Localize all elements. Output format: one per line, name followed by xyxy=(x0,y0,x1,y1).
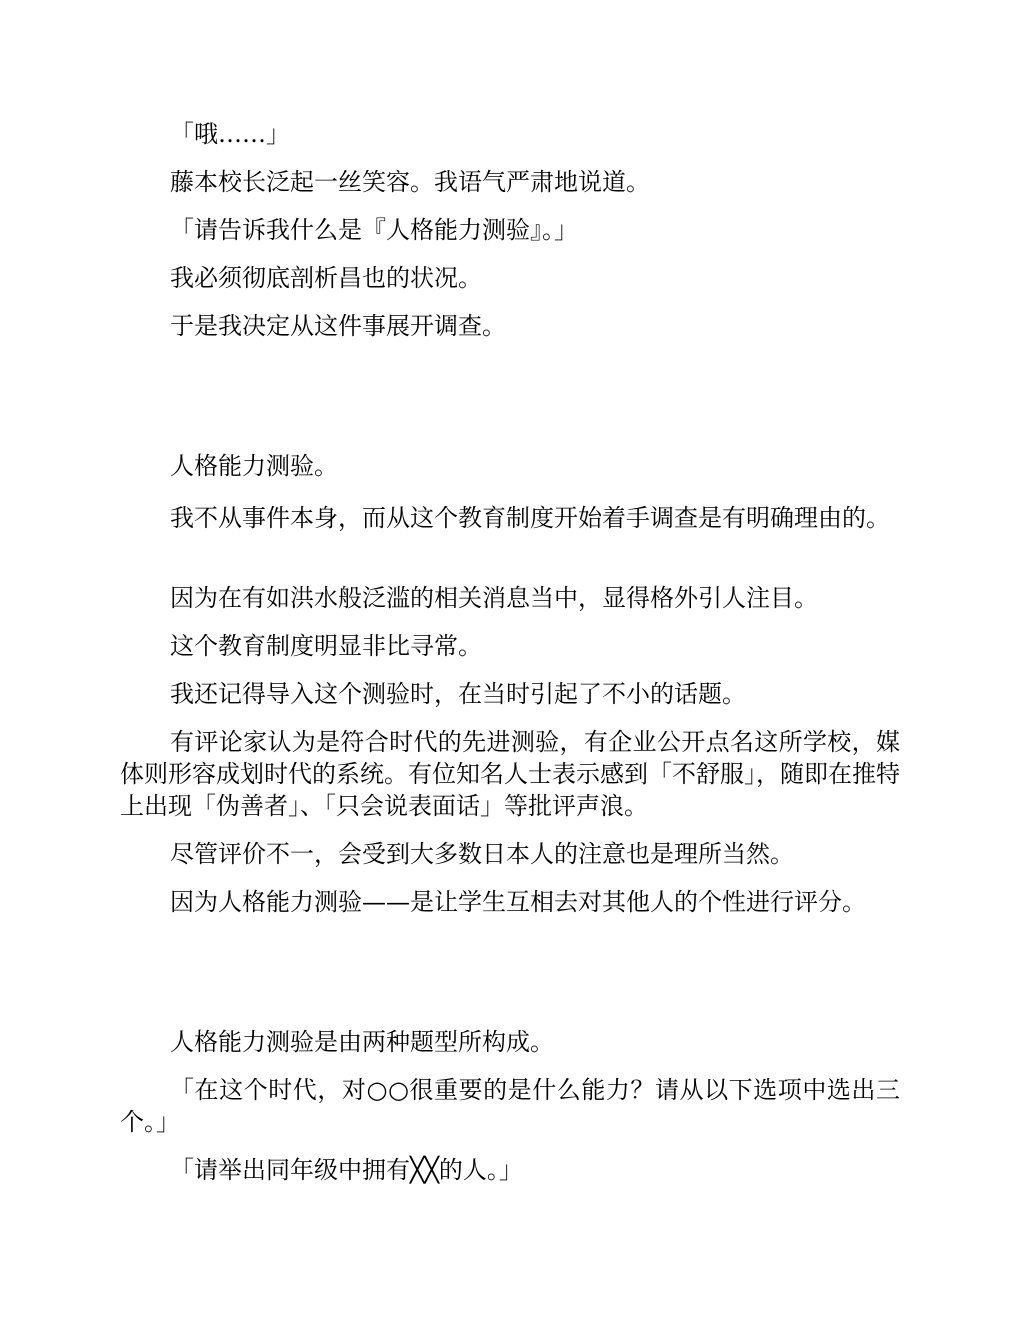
paragraph: 「请告诉我什么是『人格能力测验』。」 xyxy=(170,216,578,244)
paragraph: 人格能力测验。 xyxy=(170,452,338,480)
paragraph: 有评论家认为是符合时代的先进测验，有企业公开点名这所学校，媒体则形容成划时代的系统。有位知名人士表示感到「不舒服」，随即在推特上出现「伪善者」、「只会说表面话」等批评声浪。 xyxy=(120,728,900,820)
paragraph: 这个教育制度明显非比寻常。 xyxy=(170,632,482,660)
paragraph: 于是我决定从这件事展开调查。 xyxy=(170,312,506,340)
paragraph: 因为在有如洪水般泛滥的相关消息当中，显得格外引人注目。 xyxy=(170,584,818,612)
paragraph: 人格能力测验是由两种题型所构成。 xyxy=(170,1028,554,1056)
paragraph: 尽管评价不一，会受到大多数日本人的注意也是理所当然。 xyxy=(170,840,794,868)
paragraph: 藤本校长泛起一丝笑容。我语气严肃地说道。 xyxy=(170,168,650,196)
paragraph: 「请举出同年级中拥有╳╳的人。」 xyxy=(170,1156,523,1184)
paragraph: 「哦……」 xyxy=(170,120,290,148)
paragraph: 因为人格能力测验——是让学生互相去对其他人的个性进行评分。 xyxy=(170,888,866,916)
paragraph: 「在这个时代，对○○很重要的是什么能力？请从以下选项中选出三个。」 xyxy=(120,1076,900,1136)
paragraph: 我不从事件本身，而从这个教育制度开始着手调查是有明确理由的。 xyxy=(170,504,890,532)
paragraph: 我必须彻底剖析昌也的状况。 xyxy=(170,264,482,292)
paragraph: 我还记得导入这个测验时，在当时引起了不小的话题。 xyxy=(170,680,746,708)
